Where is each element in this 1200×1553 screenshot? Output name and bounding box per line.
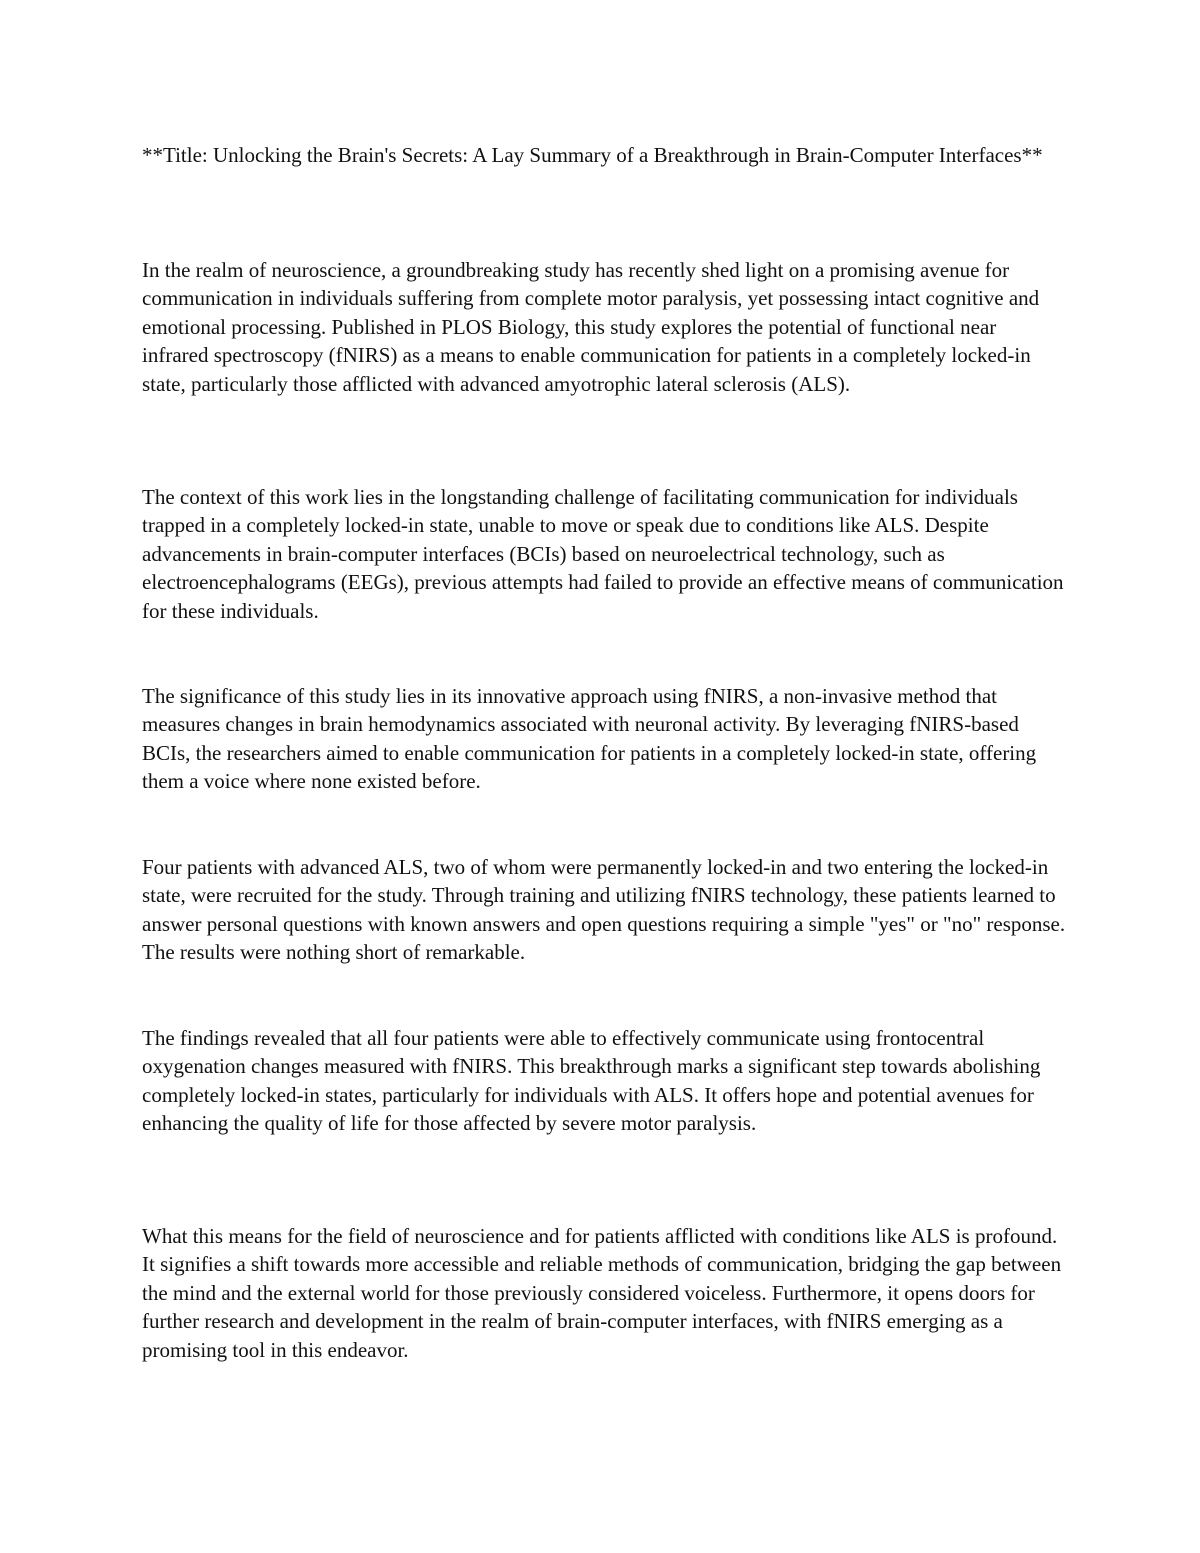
paragraph-methods: Four patients with advanced ALS, two of whom were permanently locked-in and two entering the locked-in state, were recruited for the study. Through training and utilizing fNIRS technology, these patients learned to answer personal questions with known answers and open questions requiring a simple "yes" or "no" response. The results were nothing short of remarkable. <box>142 855 1066 965</box>
paragraph-introduction: In the realm of neuroscience, a groundbreaking study has recently shed light on a promising avenue for communication in individuals suffering from complete motor paralysis, yet possessing intact cognitive and emotional processing. Published in PLOS Biology, this study explores the potential of functional near infrared spectroscopy (fNIRS) as a means to enable communication for patients in a completely locked-in state, particularly those afflicted with advanced amyotrophic lateral sclerosis (ALS). <box>142 258 1040 396</box>
paragraph-implications: What this means for the field of neuroscience and for patients afflicted with conditions like ALS is profound. It signifies a shift towards more accessible and reliable methods of communication, bridging the gap between the mind and the external world for those previously considered voiceless. Furthermore, it opens doors for further research and development in the realm of brain-computer interfaces, with fNIRS emerging as a promising tool in this endeavor. <box>142 1224 1062 1362</box>
paragraph-findings: The findings revealed that all four patients were able to effectively communicate using frontocentral oxygenation changes measured with fNIRS. This breakthrough marks a significant step towards abolishing completely locked-in states, particularly for individuals with ALS. It offers hope and potential avenues for enhancing the quality of life for those affected by severe motor paralysis. <box>142 1026 1041 1136</box>
paragraph-significance: The significance of this study lies in its innovative approach using fNIRS, a non-invasive method that measures changes in brain hemodynamics associated with neuronal activity. By leveraging fNIRS-based BCIs, the researchers aimed to enable communication for patients in a completely locked-in state, offering them a voice where none existed before. <box>142 684 1037 794</box>
document-title: **Title: Unlocking the Brain's Secrets: A Lay Summary of a Breakthrough in Brain-Computer Interfaces** <box>142 143 1043 167</box>
paragraph-context: The context of this work lies in the longstanding challenge of facilitating communication for individuals trapped in a completely locked-in state, unable to move or speak due to conditions like ALS. Despite advancements in brain-computer interfaces (BCIs) based on neuroelectrical technology, such as electroencephalograms (EEGs), previous attempts had failed to provide an effective means of communication for these individuals. <box>142 485 1064 623</box>
